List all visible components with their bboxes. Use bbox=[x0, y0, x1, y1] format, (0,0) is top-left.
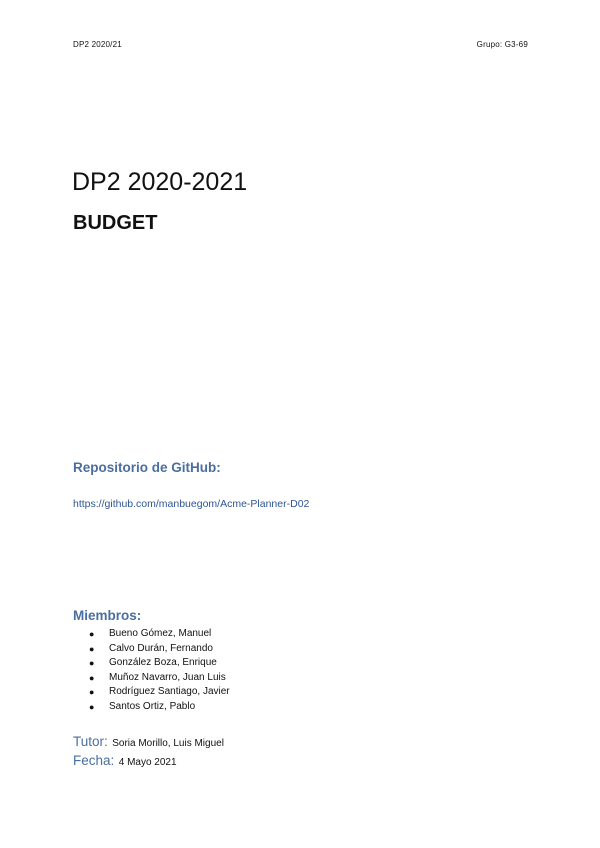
bullet-icon: ● bbox=[89, 658, 95, 669]
members-heading: Miembros: bbox=[73, 608, 142, 623]
member-name: Calvo Durán, Fernando bbox=[109, 642, 213, 654]
member-item bbox=[88, 685, 230, 700]
repository-heading: Repositorio de GitHub: bbox=[73, 460, 221, 475]
member-name: González Boza, Enrique bbox=[109, 657, 217, 669]
bullet-icon: ● bbox=[89, 687, 95, 698]
document-title: DP2 2020-2021 bbox=[72, 168, 248, 196]
tutor-label: Tutor: bbox=[73, 734, 108, 749]
member-item bbox=[88, 642, 230, 657]
date-value: 4 Mayo 2021 bbox=[118, 757, 177, 768]
member-item bbox=[88, 627, 230, 642]
header-course: DP2 2020/21 bbox=[73, 40, 122, 49]
bullet-icon: ● bbox=[89, 701, 95, 712]
bullet-icon: ● bbox=[89, 643, 95, 654]
date-line bbox=[73, 752, 177, 770]
repository-link[interactable]: https://github.com/manbuegom/Acme-Planner-D02 bbox=[73, 498, 310, 510]
member-name: Santos Ortiz, Pablo bbox=[109, 700, 196, 712]
member-name: Muñoz Navarro, Juan Luis bbox=[109, 671, 226, 683]
member-item bbox=[88, 656, 230, 671]
document-subtitle: BUDGET bbox=[73, 212, 158, 234]
member-item bbox=[88, 700, 230, 715]
member-name: Bueno Gómez, Manuel bbox=[109, 628, 212, 639]
tutor-value: Soria Morillo, Luis Miguel bbox=[112, 738, 224, 749]
header-group: Grupo: G3-69 bbox=[476, 40, 528, 49]
date-label: Fecha: bbox=[73, 753, 115, 768]
bullet-icon: ● bbox=[89, 672, 95, 683]
members-list bbox=[88, 627, 230, 715]
bullet-icon: ● bbox=[89, 629, 95, 639]
tutor-line bbox=[73, 733, 224, 751]
member-name: Rodríguez Santiago, Javier bbox=[109, 686, 230, 698]
member-item bbox=[88, 671, 230, 686]
